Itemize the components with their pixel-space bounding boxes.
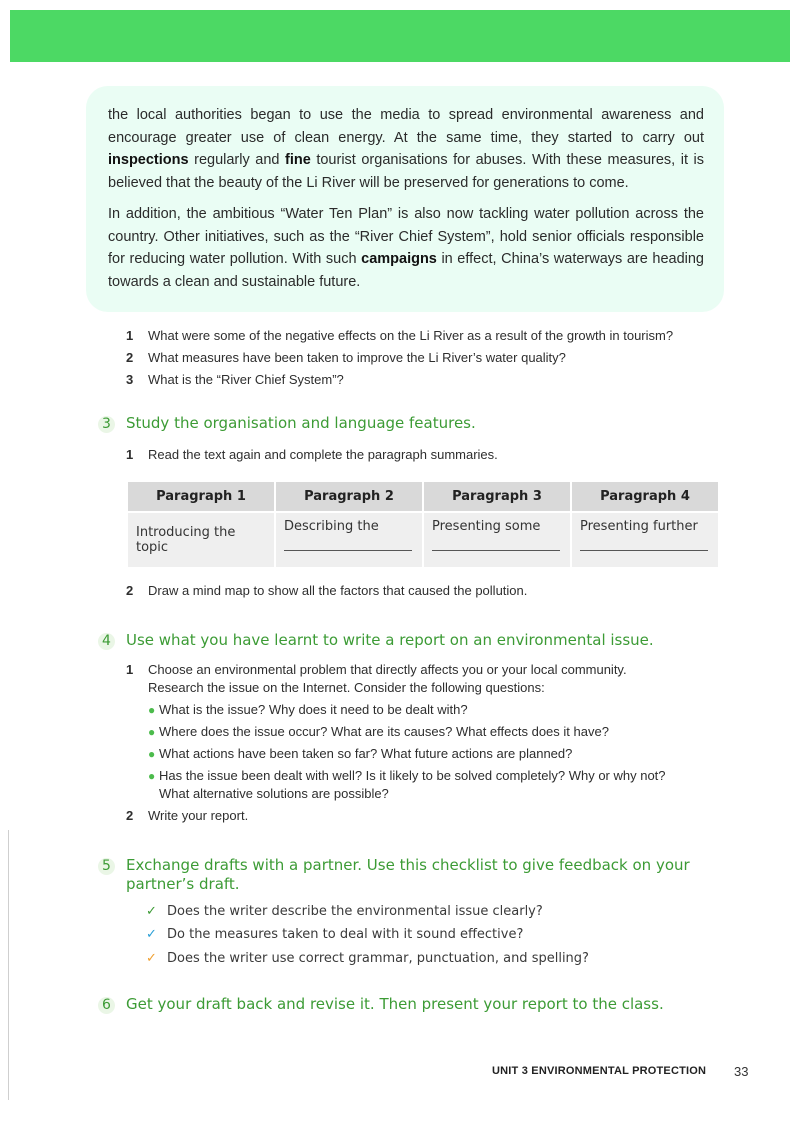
check-icon: ✓: [146, 927, 157, 942]
checklist-item: ✓ Does the writer describe the environmental issue clearly?: [146, 904, 543, 919]
unit-footer: UNIT 3 ENVIRONMENTAL PROTECTION: [492, 1065, 707, 1077]
section-number: 3: [98, 416, 115, 433]
section-6-heading: 6 Get your draft back and revise it. Then present your report to the class.: [98, 995, 664, 1014]
bullet-item: ● Where does the issue occur? What are its causes? What effects does it have?: [148, 724, 609, 739]
answer-blank[interactable]: [284, 550, 412, 551]
task-item-continued: Research the issue on the Internet. Consider the following questions:: [148, 680, 545, 695]
bullet-dot-icon: ●: [148, 703, 156, 717]
question-item: 3 What is the “River Chief System”?: [126, 372, 344, 387]
bullet-dot-icon: ●: [148, 769, 156, 783]
table-cell: Describing the: [275, 512, 423, 568]
page-number: 33: [734, 1064, 749, 1079]
section-4-heading: 4 Use what you have learnt to write a report on an environmental issue.: [98, 631, 654, 650]
table-cell: Introducing the topic: [127, 512, 275, 568]
table-header: Paragraph 4: [571, 481, 719, 512]
answer-blank[interactable]: [432, 550, 560, 551]
answer-blank[interactable]: [580, 550, 708, 551]
section-number: 6: [98, 997, 115, 1014]
bullet-item-continued: What alternative solutions are possible?: [159, 786, 389, 801]
bullet-dot-icon: ●: [148, 747, 156, 761]
table-header: Paragraph 3: [423, 481, 571, 512]
checklist-item: ✓ Does the writer use correct grammar, punctuation, and spelling?: [146, 951, 589, 966]
task-item: 2 Write your report.: [126, 808, 249, 823]
paragraph-summary-table: [126, 480, 720, 569]
bullet-dot-icon: ●: [148, 725, 156, 739]
section-3-heading: 3 Study the organisation and language features.: [98, 414, 476, 433]
section-number: 5: [98, 858, 115, 875]
task-item: 1 Choose an environmental problem that directly affects you or your local community.: [126, 662, 627, 677]
keyword-inspections: inspections: [108, 152, 189, 168]
table-cell: Presenting some: [423, 512, 571, 568]
section-5-heading: 5 Exchange drafts with a partner. Use this checklist to give feedback on your: [98, 856, 690, 875]
check-icon: ✓: [146, 904, 157, 919]
reading-passage-box: [86, 86, 724, 312]
check-icon: ✓: [146, 951, 157, 966]
task-item: 2 Draw a mind map to show all the factors that caused the pollution.: [126, 583, 528, 598]
checklist-item: ✓ Do the measures taken to deal with it sound effective?: [146, 927, 524, 942]
section-5-heading-continued: partner’s draft.: [126, 875, 240, 893]
table-header: Paragraph 2: [275, 481, 423, 512]
page-edge-line: [8, 830, 9, 1100]
top-banner: [10, 10, 790, 62]
keyword-campaigns: campaigns: [361, 251, 437, 267]
section-number: 4: [98, 633, 115, 650]
keyword-fine: fine: [285, 152, 311, 168]
bullet-item: ● What actions have been taken so far? What future actions are planned?: [148, 746, 573, 761]
table-header: Paragraph 1: [127, 481, 275, 512]
passage-paragraph-2: In addition, the ambitious “Water Ten Plan” is also now tackling water pollution across the country. Other initiatives, such as the “River Chief System”, hold senior officials responsible for reducing water pollution. With such campaigns in effect, China’s waterways are heading towards a clean and sustainable future.: [108, 206, 704, 290]
passage-paragraph-1: the local authorities began to use the media to spread environmental awareness and encourage greater use of clean energy. At the same time, they started to carry out inspections regularly and fine tourist organisations for abuses. With these measures, it is believed that the beauty of the Li River will be preserved for generations to come.: [108, 107, 704, 191]
bullet-item: ● What is the issue? Why does it need to be dealt with?: [148, 702, 468, 717]
bullet-item: ● Has the issue been dealt with well? Is it likely to be solved completely? Why or why not?: [148, 768, 666, 783]
table-cell: Presenting further: [571, 512, 719, 568]
question-item: 2 What measures have been taken to improve the Li River’s water quality?: [126, 350, 566, 365]
task-item: 1 Read the text again and complete the paragraph summaries.: [126, 447, 498, 462]
question-item: 1 What were some of the negative effects on the Li River as a result of the growth in tourism?: [126, 328, 674, 343]
